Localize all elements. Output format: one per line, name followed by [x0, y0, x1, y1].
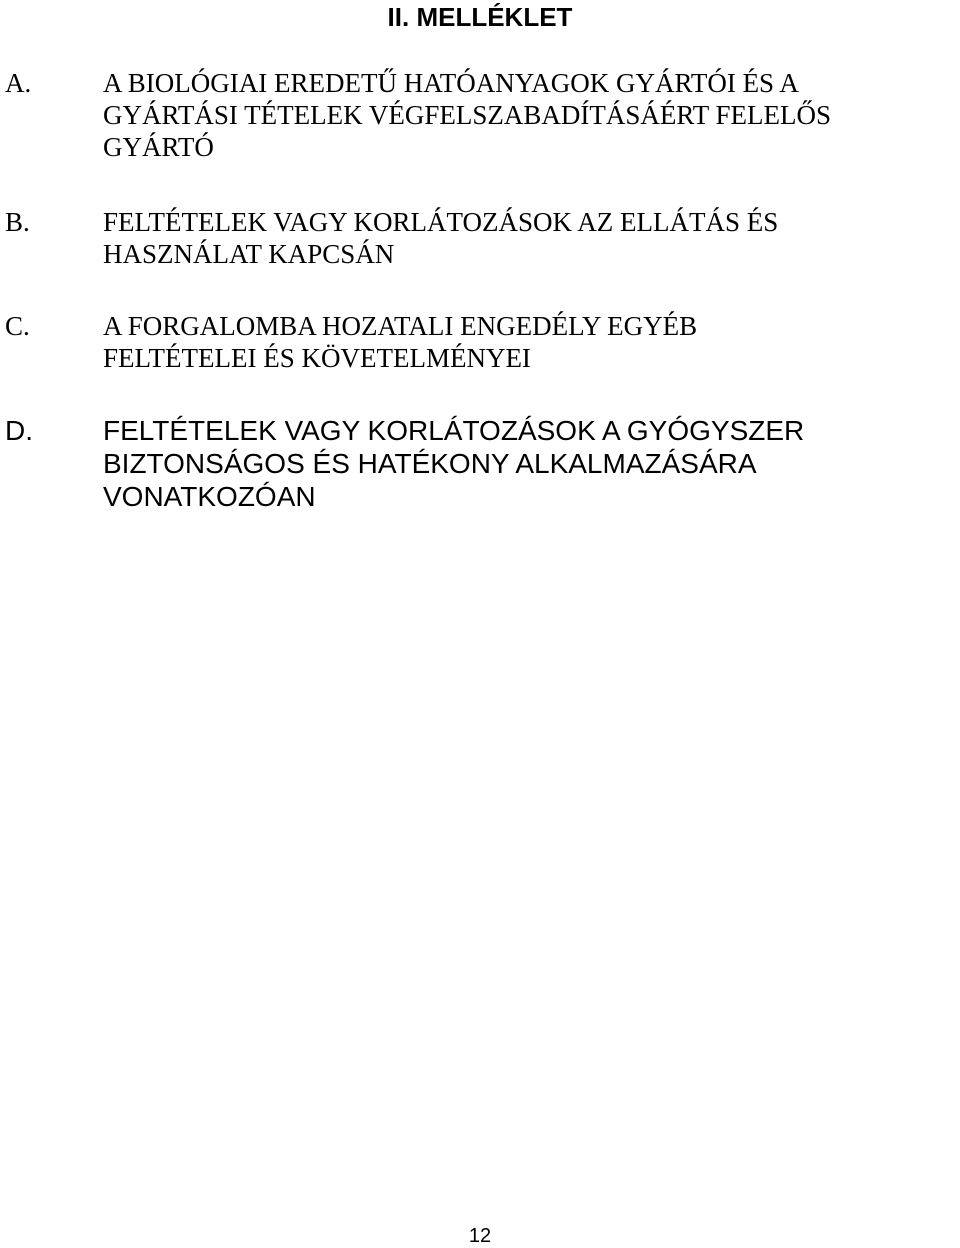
- section-letter: A.: [5, 68, 32, 98]
- section-title-line: HASZNÁLAT KAPCSÁN: [103, 239, 395, 269]
- section-title-line: FELTÉTELEK VAGY KORLÁTOZÁSOK A GYÓGYSZER: [103, 415, 805, 446]
- section-title-line: FELTÉTELEK VAGY KORLÁTOZÁSOK AZ ELLÁTÁS ÉS: [103, 207, 779, 237]
- section-title-line: GYÁRTÓ: [103, 132, 214, 162]
- section-title: [103, 310, 943, 374]
- section-letter: D.: [5, 415, 33, 446]
- section-letter: C.: [5, 311, 30, 341]
- section-title-line: A FORGALOMBA HOZATALI ENGEDÉLY EGYÉB: [103, 311, 698, 341]
- section-title-line: FELTÉTELEI ÉS KÖVETELMÉNYEI: [103, 343, 531, 373]
- section-letter: B.: [5, 207, 30, 237]
- section-title-line: VONATKOZÓAN: [103, 481, 316, 512]
- section-title-line: A BIOLÓGIAI EREDETŰ HATÓANYAGOK GYÁRTÓI ÉS A: [103, 68, 799, 98]
- section-title: [103, 67, 943, 163]
- section-title: [103, 414, 943, 513]
- section-title-line: GYÁRTÁSI TÉTELEK VÉGFELSZABADÍTÁSÁÉRT FELELŐS: [103, 100, 831, 130]
- section-title: [103, 206, 943, 270]
- page-title: II. MELLÉKLET: [387, 2, 573, 32]
- section-title-line: BIZTONSÁGOS ÉS HATÉKONY ALKALMAZÁSÁRA: [103, 448, 757, 479]
- page-number: 12: [468, 1225, 492, 1247]
